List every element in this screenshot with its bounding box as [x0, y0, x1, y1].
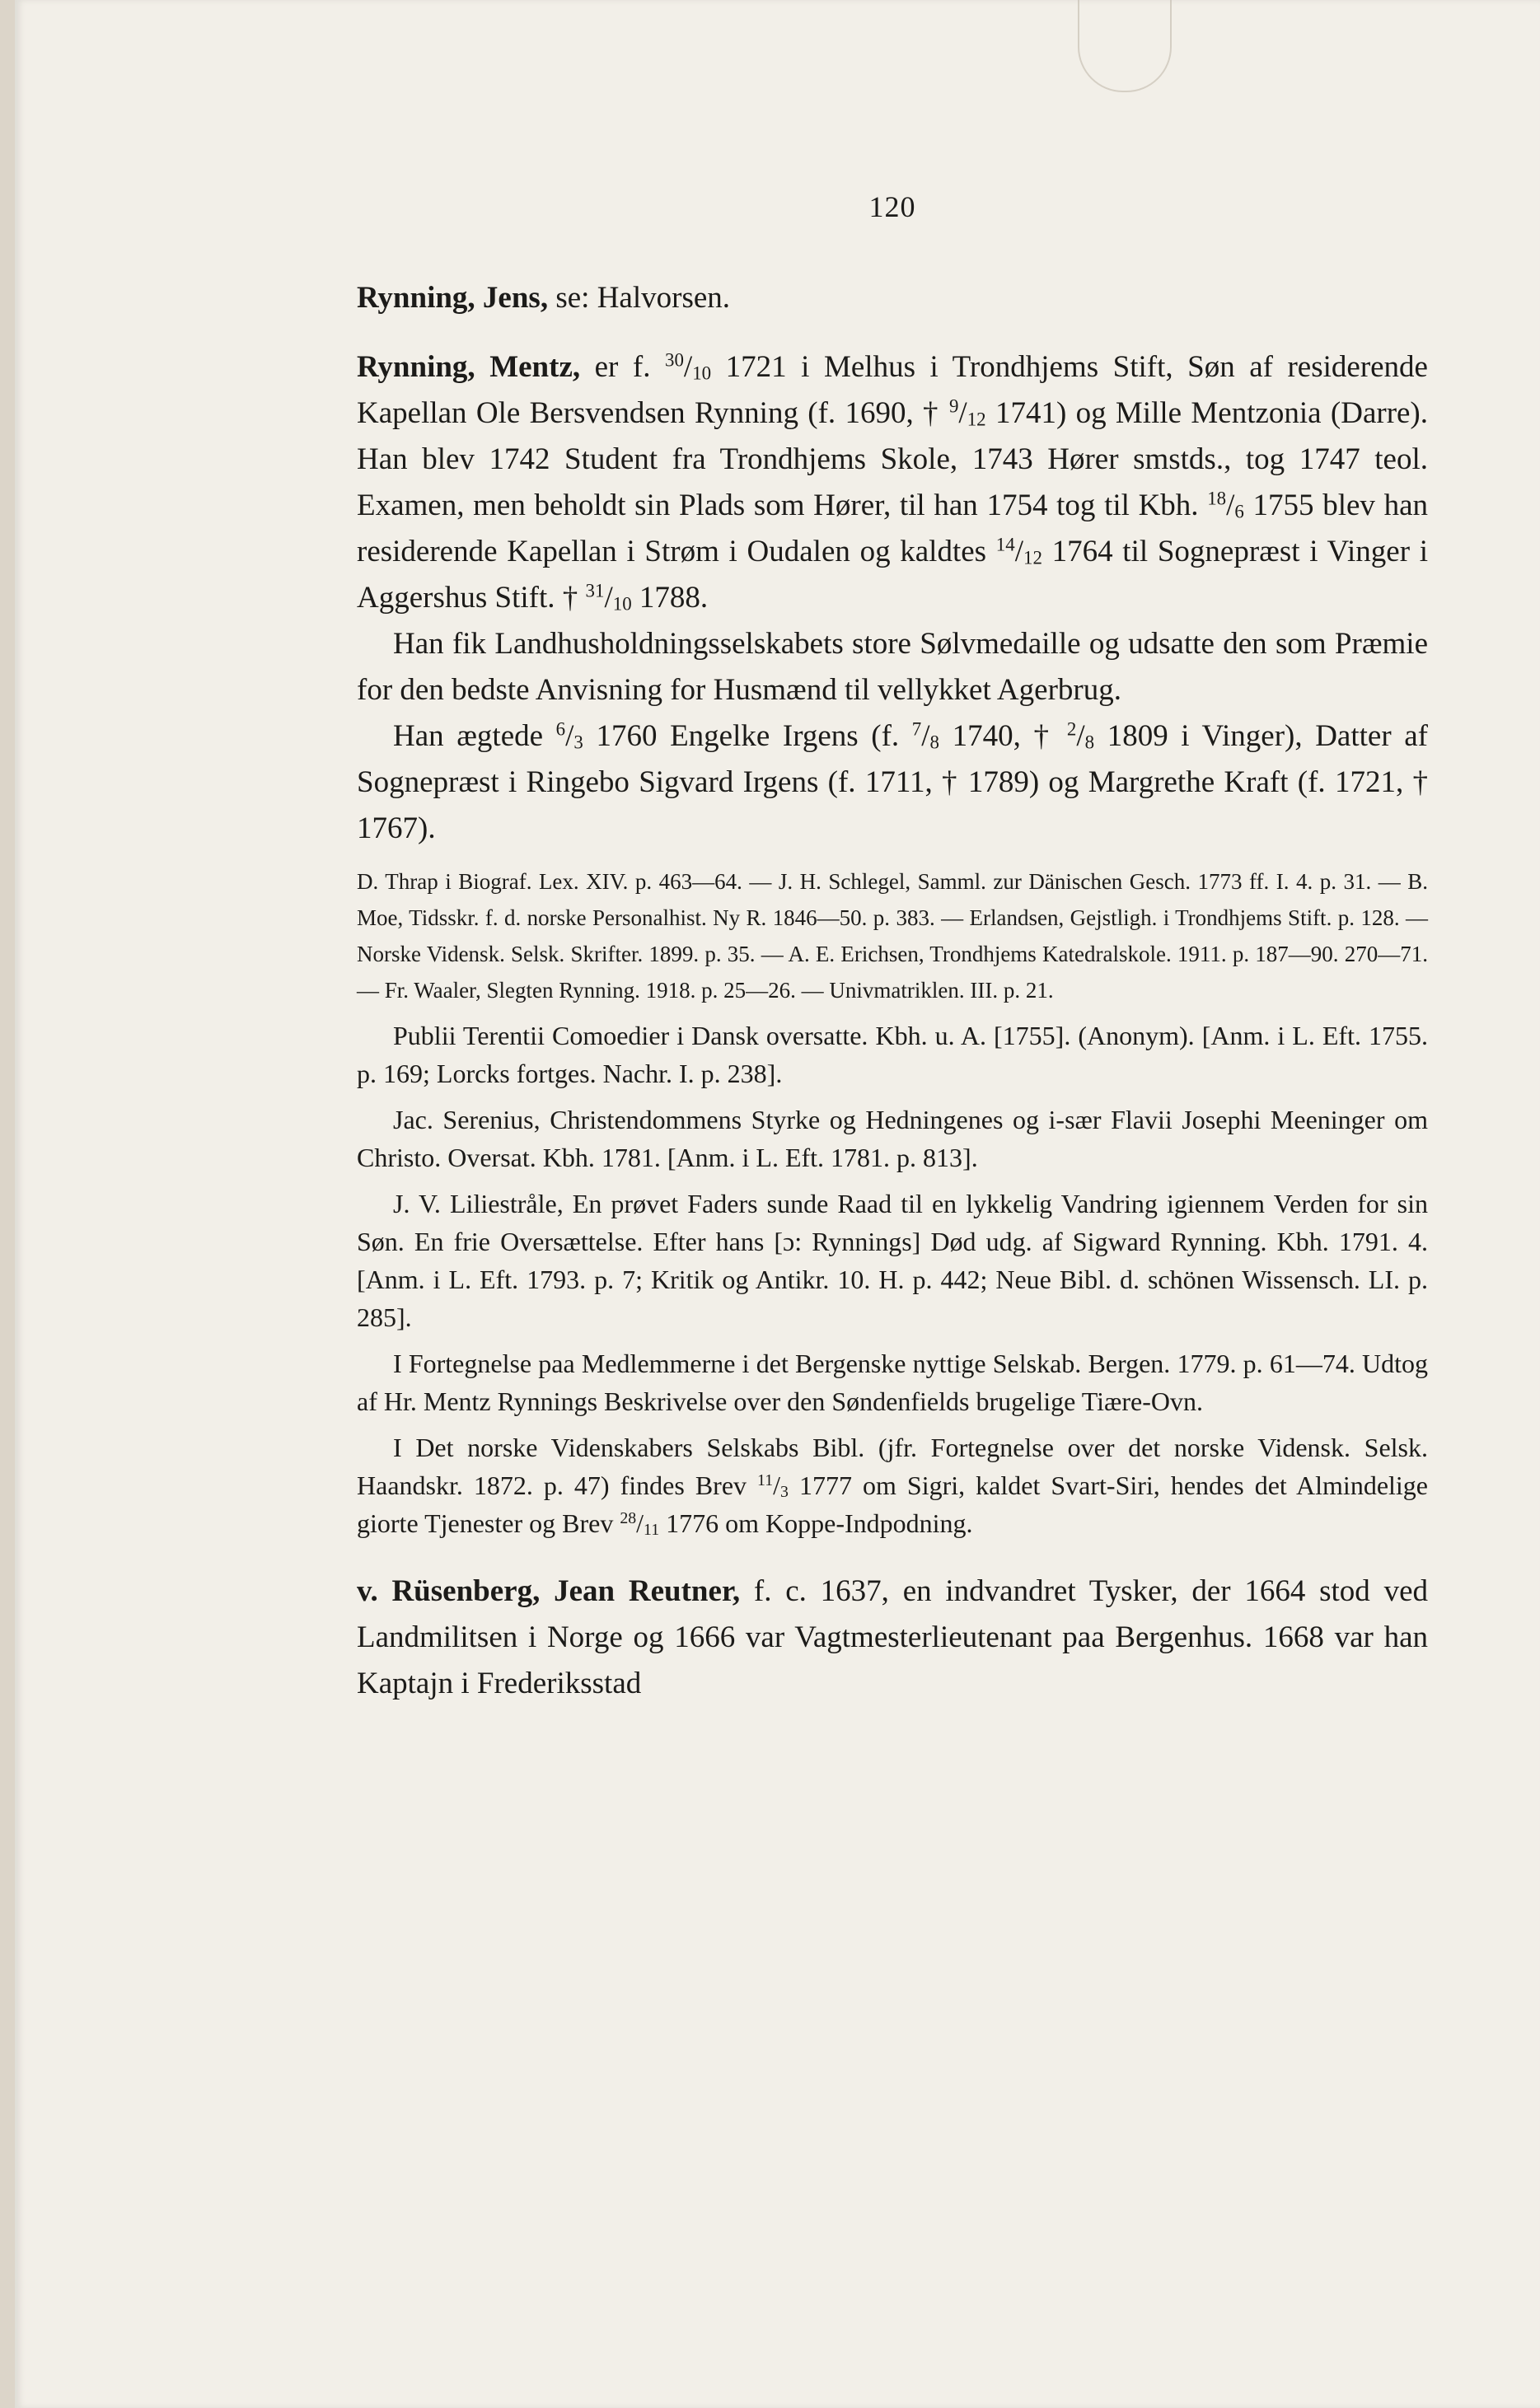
entry-text: se: Halvorsen. — [548, 281, 731, 315]
work-liliestrale: J. V. Liliestråle, En prøvet Faders sunde Raad til en lykkelig Vandring igiennem Verden for sin Søn. En frie Oversættelse. Efter hans [ɔ: Rynnings] Død udg. af Sigward Rynning. Kbh. 1791. 4. [Anm. i L. Eft. 1793. p. 7; Kritik og Antikr. 10. H. p. 442; Neue Bibl. d. schönen Wissensch. LI. p. 285]. — [357, 1189, 1428, 1332]
paragraph-marriage: Han ægtede $^6/_3$ 1760 Engelke Irgens (f. $^7/_8$ 1740, † $^2/_8$ 1809 i Vinger), Datter af Sognepræst i Ringebo Sigvard Irgens (f. 1711, † 1789) og Margrethe Kraft (f. 1721, † 1767). — [357, 718, 1428, 845]
entry-name: Rynning, Mentz, — [357, 350, 581, 384]
work-fortegnelse: I Fortegnelse paa Medlemmerne i det Bergenske nyttige Selskab. Bergen. 1779. p. 61—74. Udtog af Hr. Mentz Rynnings Beskrivelse over den Søndenfields brugelige Tiære-Ovn. — [357, 1349, 1428, 1416]
entry-name: v. Rüsenberg, Jean Reutner, — [357, 1574, 741, 1608]
spacer — [357, 1550, 1428, 1569]
entry-rynning-jens — [357, 275, 1428, 321]
paragraph-medal: Han fik Landhusholdningsselskabets store Sølvmedaille og udsatte den som Præmie for den bedste Anvisning for Husmænd til vellykket Agerbrug. — [357, 627, 1428, 707]
work-serenius: Jac. Serenius, Christendommens Styrke og Hedningenes og i-sær Flavii Josephi Meeninger om Christo. Oversat. Kbh. 1781. [Anm. i L. Eft. 1781. p. 813]. — [357, 1105, 1428, 1172]
page-content — [357, 189, 1428, 1707]
work-terentii: Publii Terentii Comoedier i Dansk oversatte. Kbh. u. A. [1755]. (Anonym). [Anm. i L. Eft. 1755. p. 169; Lorcks fortges. Nachr. I. p. 238]. — [357, 1021, 1428, 1088]
entry-name: Rynning, Jens, — [357, 281, 549, 315]
entry-text: f. c. 1637, en indvandret Tysker, der 1664 stod ved Landmilitsen i Norge og 1666 var Vagtmesterlieutenant paa Bergenhus. 1668 var han Kaptajn i Frederiksstad — [357, 1574, 1428, 1700]
book-page — [15, 0, 1540, 2408]
entry-rynning-mentz: Rynning, Mentz, er f. $^{30}/_{10}$ 1721 i Melhus i Trondhjems Stift, Søn af residerende Kapellan Ole Bersvendsen Rynning (f. 1690, † $^9/_{12}$ 1741) og Mille Mentzonia (Darre). Han blev 1742 Student fra Trondhjems Skole, 1743 Hører smstds., tog 1747 teol. Examen, men beholdt sin Plads som Hører, til han 1754 tog til Kbh. $^{18}/_6$ 1755 blev han residerende Kapellan i Strøm i Oudalen og kaldtes $^{14}/_{12}$ 1764 til Sognepræst i Vinger i Aggershus Stift. † $^{31}/_{10}$ 1788. — [357, 349, 1429, 615]
references: D. Thrap i Biograf. Lex. XIV. p. 463—64. — J. H. Schlegel, Samml. zur Dänischen Gesch. 1773 ff. I. 4. p. 31. — B. Moe, Tidsskr. f. d. norske Personalhist. Ny R. 1846—50. p. 383. — Erlandsen, Gejstligh. i Trondhjems Stift. p. 128. — Norske Vidensk. Selsk. Skrifter. 1899. p. 35. — A. E. Erichsen, Trondhjems Katedralskole. 1911. p. 187—90. 270—71. — Fr. Waaler, Slegten Rynning. 1918. p. 25—26. — Univmatriklen. III. p. 21. — [357, 869, 1428, 1003]
entry-rusenberg — [357, 1569, 1428, 1707]
page-number: 120 — [868, 190, 916, 223]
work-letters: I Det norske Videnskabers Selskabs Bibl. (jfr. Fortegnelse over det norske Vidensk. Selsk. Haandskr. 1872. p. 47) findes Brev $^{11}/_3$ 1777 om Sigri, kaldet Svart-Siri, hendes det Almindelige giorte Tjenester og Brev $^{28}/_{11}$ 1776 om Koppe-Indpodning. — [357, 1433, 1429, 1539]
paper-clip-mark — [1078, 0, 1172, 92]
